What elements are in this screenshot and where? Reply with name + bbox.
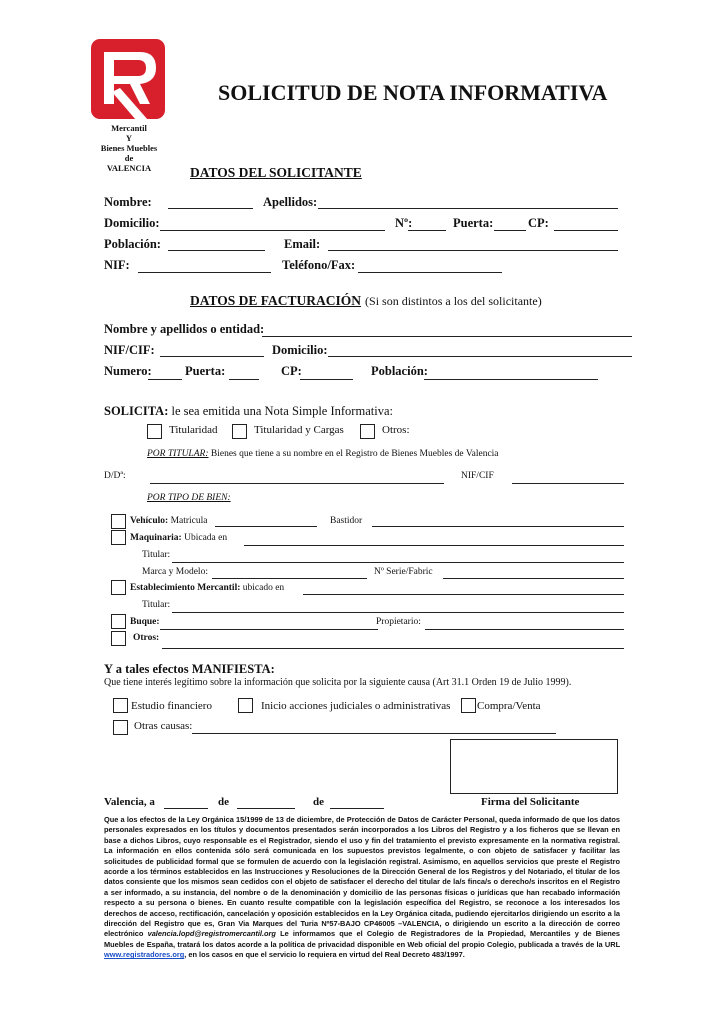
telefono-field[interactable] bbox=[358, 272, 502, 273]
otras-causas-field[interactable] bbox=[192, 733, 556, 734]
checkbox-titularidad[interactable] bbox=[147, 424, 162, 439]
checkbox-vehiculo[interactable] bbox=[111, 514, 126, 529]
label-nombre-entidad: Nombre y apellidos o entidad: bbox=[104, 322, 265, 336]
serie-field[interactable] bbox=[443, 578, 624, 579]
solicita-line bbox=[104, 404, 393, 419]
propietario-label: Propietario: bbox=[376, 617, 421, 627]
manifiesta-heading: Y a tales efectos MANIFIESTA: bbox=[104, 662, 275, 676]
label-telefono: Teléfono/Fax: bbox=[282, 258, 356, 272]
valencia-label: Valencia, a bbox=[104, 796, 155, 808]
vehiculo-label: Vehículo: bbox=[130, 516, 169, 526]
registradores-link[interactable]: www.registradores.org bbox=[104, 950, 185, 960]
establecimiento-titular-field[interactable] bbox=[172, 612, 624, 613]
legal-paragraph-2: Le informamos que el Colegio de Registradores de la Propiedad, Mercantiles y de Bienes Muebles de España, tratará los datos acorde a la política de privacidad disponible en Web oficial del propio Colegio, publicada a través de la URL bbox=[104, 929, 620, 949]
label-poblacion: Población: bbox=[104, 237, 161, 251]
otros-bien-field[interactable] bbox=[162, 648, 624, 649]
section-heading-facturacion bbox=[190, 292, 542, 310]
establecimiento-label: Establecimiento Mercantil: bbox=[130, 583, 241, 593]
fact-numero-field[interactable] bbox=[148, 379, 182, 380]
checkbox-estudio-financiero[interactable] bbox=[113, 698, 128, 713]
fact-puerta-field[interactable] bbox=[229, 379, 259, 380]
page-title: SOLICITUD DE NOTA INFORMATIVA bbox=[218, 80, 608, 105]
maquinaria-label: Maquinaria: bbox=[130, 533, 182, 543]
checkbox-titularidad-cargas[interactable] bbox=[232, 424, 247, 439]
option-titularidad: Titularidad bbox=[169, 424, 218, 436]
fact-domicilio-field[interactable] bbox=[328, 356, 632, 357]
checkbox-establecimiento[interactable] bbox=[111, 580, 126, 595]
nif-field[interactable] bbox=[138, 272, 271, 273]
label-nif-cif-titular: NIF/CIF bbox=[461, 471, 494, 481]
otras-causas-label: Otras causas: bbox=[134, 720, 193, 732]
ubicado-label: ubicado en bbox=[242, 583, 285, 593]
apellidos-field[interactable] bbox=[318, 208, 618, 209]
domicilio-field[interactable] bbox=[160, 230, 385, 231]
por-titular-line bbox=[147, 449, 499, 459]
establecimiento-line bbox=[130, 583, 284, 593]
email-field[interactable] bbox=[328, 250, 618, 251]
otros-bien-label: Otros: bbox=[133, 633, 160, 643]
marca-modelo-label: Marca y Modelo: bbox=[142, 567, 208, 577]
fact-poblacion-field[interactable] bbox=[424, 379, 598, 380]
bastidor-field[interactable] bbox=[372, 526, 624, 527]
establecimiento-titular-label: Titular: bbox=[142, 600, 171, 610]
maquinaria-titular-field[interactable] bbox=[172, 562, 624, 563]
legal-paragraph-3: , en los casos en que el servicio lo requiera en virtud del Real Decreto 483/1997. bbox=[184, 950, 465, 960]
maquinaria-titular-label: Titular: bbox=[142, 550, 171, 560]
dia-field[interactable] bbox=[164, 808, 208, 809]
buque-field[interactable] bbox=[160, 629, 378, 630]
label-cp: CP: bbox=[528, 216, 549, 230]
checkbox-maquinaria[interactable] bbox=[111, 530, 126, 545]
manifiesta-text: Que tiene interés legítimo sobre la información que solicita por la siguiente causa (Art 31.1 Orden 19 de Julio 1999). bbox=[104, 677, 572, 688]
option-compra-venta: Compra/Venta bbox=[477, 700, 541, 712]
legal-email: valencia.lopd@registromercantil.org bbox=[147, 929, 276, 939]
firma-solicitante-label: Firma del Solicitante bbox=[481, 796, 580, 808]
logo-text bbox=[96, 123, 162, 173]
nif-cif-field[interactable] bbox=[160, 356, 264, 357]
por-titular-label: POR TITULAR: bbox=[147, 449, 209, 459]
maquinaria-ubicacion-field[interactable] bbox=[244, 545, 624, 546]
label-puerta: Puerta: bbox=[453, 216, 494, 230]
logo-line: VALENCIA bbox=[106, 163, 152, 173]
cp-field[interactable] bbox=[554, 230, 618, 231]
checkbox-otros[interactable] bbox=[360, 424, 375, 439]
logo bbox=[90, 38, 168, 122]
por-bien-label: POR TIPO DE BIEN: bbox=[147, 493, 231, 503]
registro-logo-icon bbox=[90, 38, 168, 122]
dd-field[interactable] bbox=[150, 483, 444, 484]
label-apellidos: Apellidos: bbox=[263, 195, 318, 209]
facturacion-note: (Si son distintos a los del solicitante) bbox=[365, 294, 542, 308]
matricula-label: Matricula bbox=[170, 516, 208, 526]
nif-cif-titular-field[interactable] bbox=[512, 483, 624, 484]
fact-cp-field[interactable] bbox=[300, 379, 353, 380]
label-fact-domicilio: Domicilio: bbox=[272, 343, 328, 357]
label-fact-cp: CP: bbox=[281, 364, 302, 378]
option-otros: Otros: bbox=[382, 424, 410, 436]
numero-field[interactable] bbox=[408, 230, 446, 231]
label-nombre: Nombre: bbox=[104, 195, 152, 209]
label-nif-cif: NIF/CIF: bbox=[104, 343, 155, 357]
logo-line: Y bbox=[125, 133, 133, 143]
solicita-text: le sea emitida una Nota Simple Informativa: bbox=[171, 404, 393, 418]
label-email: Email: bbox=[284, 237, 321, 251]
logo-line: Bienes Muebles bbox=[100, 143, 158, 153]
label-numero: Nº: bbox=[395, 216, 413, 230]
option-acciones-judiciales: Inicio acciones judiciales o administrativas bbox=[261, 700, 451, 712]
puerta-field[interactable] bbox=[494, 230, 526, 231]
propietario-field[interactable] bbox=[425, 629, 624, 630]
legal-notice bbox=[104, 815, 620, 961]
establecimiento-ubicacion-field[interactable] bbox=[303, 594, 624, 595]
anio-field[interactable] bbox=[330, 808, 384, 809]
vehiculo-line bbox=[130, 516, 208, 526]
logo-line: de bbox=[124, 153, 134, 163]
checkbox-compra-venta[interactable] bbox=[461, 698, 476, 713]
facturacion-heading: DATOS DE FACTURACIÓN bbox=[190, 293, 362, 308]
section-heading-solicitante: DATOS DEL SOLICITANTE bbox=[190, 165, 362, 180]
de-label-2: de bbox=[313, 796, 324, 808]
buque-label: Buque: bbox=[130, 617, 160, 627]
checkbox-otros-bien[interactable] bbox=[111, 631, 126, 646]
nombre-field[interactable] bbox=[168, 208, 253, 209]
matricula-field[interactable] bbox=[215, 526, 317, 527]
legal-paragraph-1: Que a los efectos de la Ley Orgánica 15/1999 de 13 de diciembre, de Protección de Datos de Carácter Personal, queda informado de que los datos personales expresados en los títulos y documentos presentados serán incorporados a los Libros del Registro y a los ficheros que se llevan en base a dichos Libros, cuyo responsable es el Registrador, siendo el uso y fin del tratamiento el previsto expresamente en la normativa registral. La información en ellos contenida sólo será comunicada en los supuestos previstos legalmente, o con objeto de satisfacer y facilitar las solicitudes de publicidad formal que se formulen de acuerdo con la legislación registral. Asimismo, en aquellos servicios que preste el Registro acorde a los términos establecidos en las Instrucciones y Resoluciones de la Dirección General de los Registros y del Notariado, el titular de los datos consiente que los mismos sean cedidos con el objeto de satisfacer el derecho del titular de la/s finca/s o derecho/s inscritos en el Registro a ser informado, a su instancia, del nombre o de la denominación y domicilio de las personas físicas o jurídicas que han recabado información respecto a su persona o bienes. En cuanto resulte compatible con la legislación específica del Registro, se reconoce a los interesados los derechos de acceso, rectificación, cancelación y oposición establecidos en la Ley Orgánica citada, pudiendo ejercitarlos dirigiendo un escrito a la dirección del Registro que es, Gran Via Marques del Turia Nº57-BAJO CP46005 –VALENCIA, o dirigiendo un escrito a la dirección de correo electrónico bbox=[104, 815, 620, 939]
mes-field[interactable] bbox=[237, 808, 295, 809]
solicita-label: SOLICITA: bbox=[104, 404, 169, 418]
option-estudio-financiero: Estudio financiero bbox=[131, 700, 212, 712]
logo-line: Mercantil bbox=[111, 123, 147, 133]
poblacion-field[interactable] bbox=[168, 250, 265, 251]
maquinaria-line bbox=[130, 533, 227, 543]
bastidor-label: Bastidor bbox=[330, 516, 363, 526]
serie-label: Nº Serie/Fabric bbox=[374, 567, 433, 577]
signature-box[interactable] bbox=[450, 739, 618, 794]
label-domicilio: Domicilio: bbox=[104, 216, 160, 230]
checkbox-buque[interactable] bbox=[111, 614, 126, 629]
de-label-1: de bbox=[218, 796, 229, 808]
nombre-entidad-field[interactable] bbox=[262, 336, 632, 337]
checkbox-acciones-judiciales[interactable] bbox=[238, 698, 253, 713]
label-fact-puerta: Puerta: bbox=[185, 364, 226, 378]
label-nif: NIF: bbox=[104, 258, 130, 272]
label-dd: D/Dª: bbox=[104, 471, 126, 481]
ubicada-label: Ubicada en bbox=[184, 533, 228, 543]
checkbox-otras-causas[interactable] bbox=[113, 720, 128, 735]
marca-modelo-field[interactable] bbox=[212, 578, 367, 579]
por-titular-text: Bienes que tiene a su nombre en el Registro de Bienes Muebles de Valencia bbox=[210, 449, 499, 459]
option-titularidad-cargas: Titularidad y Cargas bbox=[254, 424, 344, 436]
label-fact-poblacion: Población: bbox=[371, 364, 428, 378]
label-fact-numero: Numero: bbox=[104, 364, 152, 378]
